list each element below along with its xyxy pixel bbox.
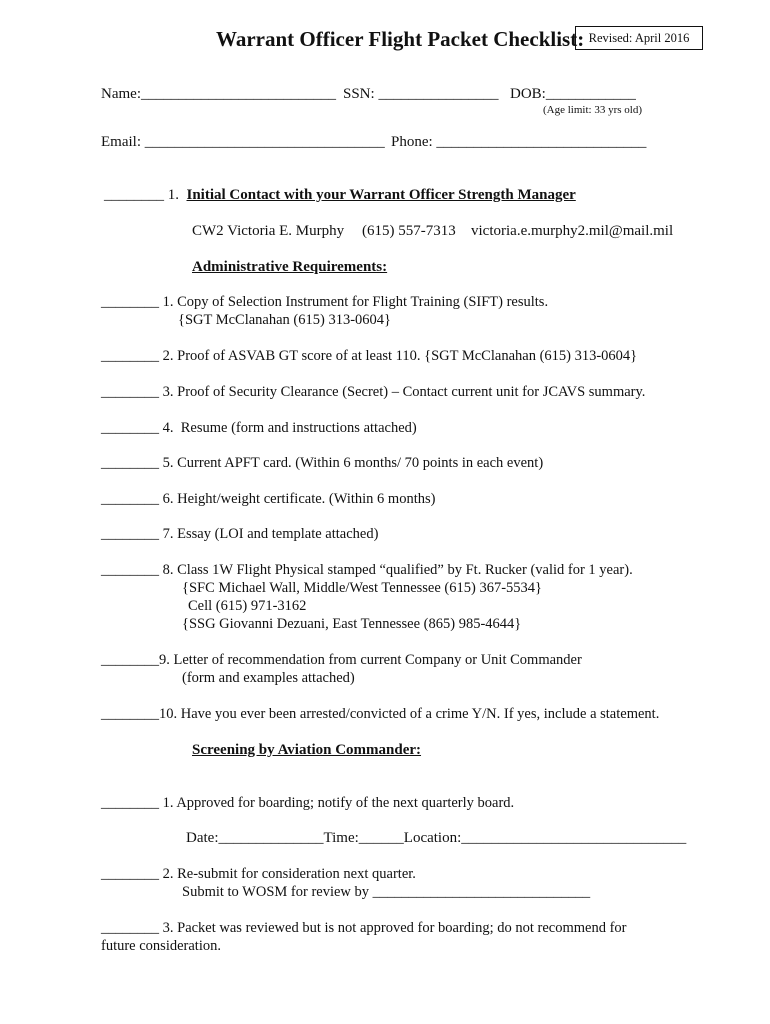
checkbox-line[interactable]: ________ [101, 652, 159, 668]
checkbox-line[interactable]: ________ [101, 526, 159, 542]
admin-item-2 [101, 347, 637, 365]
admin-item-5 [101, 454, 543, 472]
admin-item-3 [101, 383, 645, 401]
page-title: Warrant Officer Flight Packet Checklist: [216, 27, 585, 51]
admin-item-9 [101, 651, 582, 669]
screening-item-2-review [182, 883, 590, 901]
admin-item-1 [101, 293, 548, 311]
admin-item-4 [101, 419, 417, 437]
date-time-location-row [186, 829, 686, 847]
dob-label: DOB: [510, 86, 546, 102]
item-text: 7. Essay (LOI and template attached) [162, 526, 379, 542]
admin-item-6 [101, 490, 435, 508]
screening-item-1 [101, 794, 514, 812]
location-label: Location: [403, 830, 462, 846]
phone-label: Phone: [391, 134, 433, 150]
admin-item-10 [101, 705, 659, 723]
review-line[interactable]: ______________________________ [372, 884, 591, 900]
date-label: Date: [186, 830, 219, 846]
item-text: 4. Resume (form and instructions attached) [162, 420, 417, 436]
revision-box: Revised: April 2016 [575, 26, 703, 50]
admin-item-8 [101, 561, 633, 579]
admin-item-7 [101, 525, 378, 543]
screening-item-3 [101, 919, 627, 937]
name-label: Name: [101, 86, 141, 102]
item-number: 1. [167, 187, 179, 203]
screening-item-3-continued: future consideration. [101, 938, 221, 954]
checkbox-line[interactable]: ________ [101, 294, 159, 310]
checkbox-line[interactable]: ________ [101, 491, 159, 507]
checkbox-line[interactable]: ________ [104, 187, 164, 203]
dob-line[interactable]: ____________ [545, 86, 636, 102]
checkbox-line[interactable]: ________ [101, 866, 159, 882]
checkbox-line[interactable]: ________ [101, 420, 159, 436]
checkbox-line[interactable]: ________ [101, 455, 159, 471]
item-text: 6. Height/weight certificate. (Within 6 months) [162, 491, 436, 507]
item-text: 9. Letter of recommendation from current Company or Unit Commander [159, 652, 582, 668]
item-text: 2. Proof of ASVAB GT score of at least 110. {SGT McClanahan (615) 313-0604} [162, 348, 638, 364]
phone-line[interactable]: ____________________________ [436, 134, 647, 150]
initial-contact-item [104, 186, 576, 204]
screening-heading: Screening by Aviation Commander: [192, 742, 422, 758]
section-heading: Initial Contact with your Warrant Officer Strength Manager [186, 187, 576, 203]
location-line[interactable]: ______________________________ [461, 830, 687, 846]
checkbox-line[interactable]: ________ [101, 706, 159, 722]
contact-email: victoria.e.murphy2.mil@mail.mil [471, 223, 674, 239]
ssn-field[interactable] [343, 85, 498, 103]
phone-field[interactable] [391, 133, 646, 151]
admin-item-8-cell: Cell (615) 971-3162 [188, 598, 307, 614]
item-text: 1. Copy of Selection Instrument for Flight Training (SIFT) results. [162, 294, 549, 310]
checkbox-line[interactable]: ________ [101, 920, 159, 936]
email-line[interactable]: ________________________________ [144, 134, 385, 150]
time-label: Time: [323, 830, 359, 846]
item-text: 2. Re-submit for consideration next quarter. [162, 866, 416, 882]
screening-item-2 [101, 865, 416, 883]
date-line[interactable]: ______________ [218, 830, 324, 846]
item-text: 3. Packet was reviewed but is not approved for boarding; do not recommend for [162, 920, 627, 936]
review-text: Submit to WOSM for review by [182, 884, 370, 900]
email-field[interactable] [101, 133, 385, 151]
item-text: 10. Have you ever been arrested/convicted of a crime Y/N. If yes, include a statement. [159, 706, 660, 722]
contact-phone: (615) 557-7313 [362, 223, 456, 239]
checkbox-line[interactable]: ________ [101, 384, 159, 400]
item-text: 5. Current APFT card. (Within 6 months/ 70 points in each event) [162, 455, 544, 471]
name-field[interactable] [101, 85, 336, 103]
item-text: 1. Approved for boarding; notify of the next quarterly board. [162, 795, 515, 811]
ssn-label: SSN: [343, 86, 375, 102]
admin-item-9-note: (form and examples attached) [182, 670, 355, 686]
time-line[interactable]: ______ [358, 830, 404, 846]
admin-item-1-contact: {SGT McClanahan (615) 313-0604} [178, 312, 391, 328]
checkbox-line[interactable]: ________ [101, 795, 159, 811]
checkbox-line[interactable]: ________ [101, 562, 159, 578]
admin-heading: Administrative Requirements: [192, 259, 388, 275]
checkbox-line[interactable]: ________ [101, 348, 159, 364]
age-limit-note: (Age limit: 33 yrs old) [543, 104, 642, 116]
item-text: 3. Proof of Security Clearance (Secret) – Contact current unit for JCAVS summary. [162, 384, 646, 400]
admin-item-8-contact-2: {SSG Giovanni Dezuani, East Tennessee (865) 985-4644} [182, 616, 522, 632]
name-line[interactable]: __________________________ [140, 86, 336, 102]
admin-item-8-contact-1: {SFC Michael Wall, Middle/West Tennessee (615) 367-5534} [182, 580, 543, 596]
email-label: Email: [101, 134, 141, 150]
dob-field[interactable] [510, 85, 636, 103]
contact-name: CW2 Victoria E. Murphy [192, 223, 345, 239]
item-text: 8. Class 1W Flight Physical stamped “qualified” by Ft. Rucker (valid for 1 year). [162, 562, 633, 578]
ssn-line[interactable]: ________________ [378, 86, 499, 102]
